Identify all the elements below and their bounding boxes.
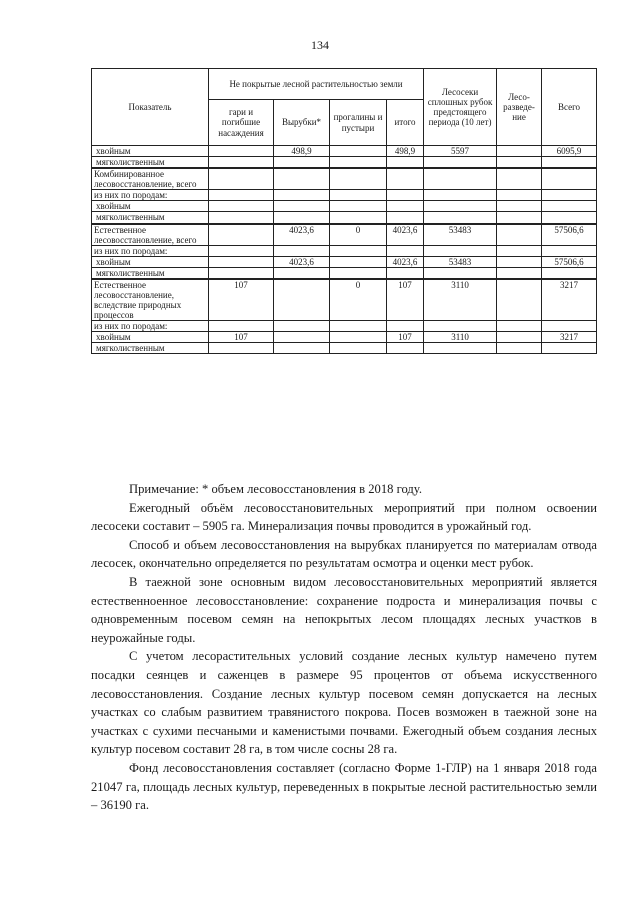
cell-value <box>330 343 387 354</box>
cell-value <box>424 168 497 190</box>
cell-value <box>274 321 330 332</box>
cell-value <box>274 212 330 224</box>
cell-value <box>209 267 274 279</box>
cell-value: 4023,6 <box>274 224 330 246</box>
cell-value <box>274 168 330 190</box>
cell-value: 107 <box>387 332 424 343</box>
row-label: Естественное лесовосстановление, всего <box>92 224 209 246</box>
cell-value: 5597 <box>424 146 497 157</box>
cell-value <box>542 321 597 332</box>
body-text <box>91 480 597 815</box>
cell-value <box>497 321 542 332</box>
page-number: 134 <box>311 38 329 52</box>
cell-value <box>387 267 424 279</box>
table-row <box>92 190 597 201</box>
header-clearcuts: Вырубки* <box>274 100 330 146</box>
paragraph: В таежной зоне основным видом лесовосстановительных мероприятий является естественноенное лесовосстановление: сохранение подроста и минерализация почвы с одновременным посевом семян на непокрытых лесом площадях лесных участков в неурожайные годы. <box>91 574 597 645</box>
cell-value <box>387 343 424 354</box>
cell-value <box>330 190 387 201</box>
row-label: мягколиственным <box>92 343 209 354</box>
table-row <box>92 256 597 267</box>
cell-value <box>387 168 424 190</box>
cell-value <box>497 279 542 321</box>
table-row <box>92 168 597 190</box>
row-label: мягколиственным <box>92 212 209 224</box>
cell-value: 57506,6 <box>542 256 597 267</box>
row-label: мягколиственным <box>92 157 209 169</box>
cell-value <box>424 212 497 224</box>
paragraph: Фонд лесовосстановления составляет (согласно Форме 1-ГЛР) на 1 января 2018 года 21047 га, площадь лесных культур, переведенных в покрытые лесной растительностью земли – 36190 га. <box>91 760 597 813</box>
cell-value <box>274 157 330 169</box>
cell-value <box>424 267 497 279</box>
cell-value: 0 <box>330 279 387 321</box>
cell-value <box>542 343 597 354</box>
row-label: из них по породам: <box>92 321 209 332</box>
cell-value <box>542 157 597 169</box>
cell-value <box>274 279 330 321</box>
paragraph: Ежегодный объём лесовосстановительных мероприятий при полном освоении лесосеки составит – 5905 га. Минерализация почвы проводится в урожайный год. <box>91 500 597 534</box>
cell-value <box>209 256 274 267</box>
table-row <box>92 212 597 224</box>
header-subtotal: итого <box>387 100 424 146</box>
cell-value <box>424 190 497 201</box>
cell-value <box>497 224 542 246</box>
cell-value <box>330 146 387 157</box>
cell-value <box>330 168 387 190</box>
cell-value <box>497 157 542 169</box>
cell-value <box>497 245 542 256</box>
paragraph: С учетом лесорастительных условий создание лесных культур намечено путем посадки сеянцев и саженцев в размере 95 процентов от объема искусственного лесовосстановления. Создание лесных культур посевом семян допускается на лесных участках со слабым развитием травянистого покрова. Посев возможен в таежной зоне на участках с сухими песчаными и каменистыми почвами. Ежегодный объем создания лесных культур посевом составит 28 га, в том числе сосны 28 га. <box>91 649 597 757</box>
cell-value: 4023,6 <box>387 224 424 246</box>
cell-value: 57506,6 <box>542 224 597 246</box>
cell-value: 107 <box>209 332 274 343</box>
cell-value <box>424 321 497 332</box>
row-label: Естественное лесовосстановление, вследствие природных процессов <box>92 279 209 321</box>
row-label: хвойным <box>92 146 209 157</box>
cell-value <box>330 201 387 212</box>
cell-value: 53483 <box>424 256 497 267</box>
cell-value <box>330 332 387 343</box>
cell-value <box>209 157 274 169</box>
table-row <box>92 201 597 212</box>
paragraph: Способ и объем лесовосстановления на вырубках планируется по материалам отвода лесосек, окончательно определяется по результатам осмотра и оценки мест рубок. <box>91 537 597 571</box>
table-row <box>92 343 597 354</box>
row-label: хвойным <box>92 201 209 212</box>
cell-value <box>209 321 274 332</box>
note-paragraph: Примечание: * объем лесовосстановления в 2018 году. <box>129 482 422 496</box>
cell-value <box>209 168 274 190</box>
table-row <box>92 224 597 246</box>
header-forest-planting: Лесо-разведе-ние <box>497 69 542 146</box>
table-row <box>92 332 597 343</box>
cell-value <box>330 157 387 169</box>
cell-value <box>497 146 542 157</box>
table-row <box>92 279 597 321</box>
cell-value <box>497 168 542 190</box>
header-glades: прогалины и пустыри <box>330 100 387 146</box>
header-burned: гари и погибшие насаждения <box>209 100 274 146</box>
cell-value <box>330 267 387 279</box>
cell-value <box>424 343 497 354</box>
cell-value: 498,9 <box>274 146 330 157</box>
header-cutting-areas: Лесосеки сплошных рубок предстоящего периода (10 лет) <box>424 69 497 146</box>
cell-value: 3110 <box>424 279 497 321</box>
cell-value <box>424 201 497 212</box>
table-row <box>92 157 597 169</box>
row-label: из них по породам: <box>92 190 209 201</box>
cell-value <box>330 256 387 267</box>
cell-value <box>209 245 274 256</box>
cell-value <box>497 190 542 201</box>
cell-value <box>274 201 330 212</box>
cell-value <box>387 245 424 256</box>
cell-value: 107 <box>387 279 424 321</box>
cell-value <box>387 212 424 224</box>
cell-value: 53483 <box>424 224 497 246</box>
header-total: Всего <box>542 69 597 146</box>
cell-value <box>330 245 387 256</box>
cell-value <box>274 245 330 256</box>
table-header-row <box>92 69 597 100</box>
row-label: хвойным <box>92 256 209 267</box>
cell-value <box>542 201 597 212</box>
cell-value <box>274 343 330 354</box>
cell-value <box>209 201 274 212</box>
cell-value <box>209 343 274 354</box>
table-row <box>92 267 597 279</box>
row-label: из них по породам: <box>92 245 209 256</box>
cell-value <box>330 212 387 224</box>
cell-value: 0 <box>330 224 387 246</box>
table-row <box>92 321 597 332</box>
cell-value <box>387 321 424 332</box>
table-row <box>92 146 597 157</box>
row-label: Комбинированное лесовосстановление, всего <box>92 168 209 190</box>
row-label: хвойным <box>92 332 209 343</box>
cell-value <box>274 267 330 279</box>
cell-value: 4023,6 <box>387 256 424 267</box>
table-body <box>92 146 597 354</box>
cell-value: 3217 <box>542 332 597 343</box>
cell-value <box>497 201 542 212</box>
cell-value: 3110 <box>424 332 497 343</box>
cell-value: 3217 <box>542 279 597 321</box>
cell-value <box>542 212 597 224</box>
cell-value <box>387 190 424 201</box>
cell-value <box>424 245 497 256</box>
cell-value <box>497 343 542 354</box>
cell-value <box>542 267 597 279</box>
header-indicator: Показатель <box>92 69 209 146</box>
cell-value <box>387 157 424 169</box>
cell-value <box>209 190 274 201</box>
table-row <box>92 245 597 256</box>
cell-value <box>209 212 274 224</box>
header-not-covered-group: Не покрытые лесной растительностью земли <box>209 69 424 100</box>
cell-value <box>274 190 330 201</box>
cell-value: 6095,9 <box>542 146 597 157</box>
cell-value: 498,9 <box>387 146 424 157</box>
cell-value <box>497 256 542 267</box>
cell-value <box>274 332 330 343</box>
cell-value: 107 <box>209 279 274 321</box>
cell-value <box>209 224 274 246</box>
cell-value <box>542 245 597 256</box>
cell-value <box>209 146 274 157</box>
cell-value <box>542 190 597 201</box>
reforestation-table <box>91 68 597 354</box>
cell-value <box>497 332 542 343</box>
cell-value <box>497 212 542 224</box>
cell-value <box>497 267 542 279</box>
cell-value: 4023,6 <box>274 256 330 267</box>
cell-value <box>542 168 597 190</box>
cell-value <box>424 157 497 169</box>
cell-value <box>330 321 387 332</box>
row-label: мягколиственным <box>92 267 209 279</box>
cell-value <box>387 201 424 212</box>
